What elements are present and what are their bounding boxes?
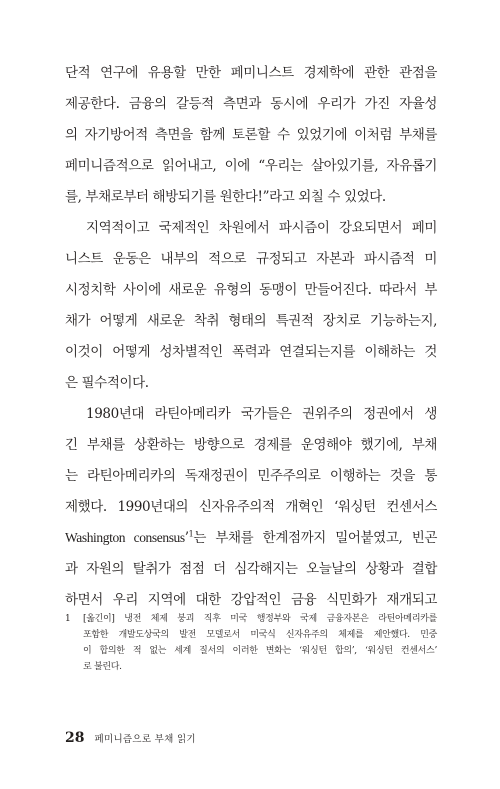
body-line: 단적 연구에 유용할 만한 페미니스트 경제학에 관한 관점을 [65, 65, 437, 81]
body-line: 를, 부채로부터 해방되기를 원한다!”라고 외칠 수 있었다. [65, 189, 386, 205]
body-line: 지역적이고 국제적인 차원에서 파시즘이 강요되면서 페미 [86, 220, 437, 236]
body-line: 과 자원의 탈취가 점점 더 심각해지는 오늘날의 상황과 결합 [65, 561, 437, 577]
body-line: 제했다. 1990년대의 신자유주의적 개혁인 ‘워싱턴 컨센서스 [65, 499, 437, 515]
footnote-line: 포함한 개발도상국의 발전 모델로서 미국식 신자유주의 체제를 제안했다. 민중 [83, 630, 437, 640]
body-line: 제공한다. 금융의 갈등적 측면과 동시에 우리가 가진 자율성 [65, 96, 437, 112]
body-line: 페미니즘적으로 읽어내고, 이에 “우리는 살아있기를, 자유롭기 [65, 158, 437, 174]
body-line: 는 라틴아메리카의 독재정권이 민주주의로 이행하는 것을 통 [65, 468, 437, 484]
body-line: 시정치학 사이에 새로운 유형의 동맹이 만들어진다. 따라서 부 [65, 282, 437, 298]
body-line: 니스트 운동은 내부의 적으로 규정되고 자본과 파시즘적 미 [65, 251, 437, 267]
english-term: Washington consensus [65, 530, 185, 545]
body-line-with-footnote-ref [65, 525, 437, 551]
footnote-reference[interactable]: 1 [188, 529, 194, 539]
body-line: 긴 부채를 상환하는 방향으로 경제를 운영해야 했기에, 부채 [65, 437, 437, 453]
page-number: 28 [65, 730, 85, 746]
body-line: 은 필수적이다. [65, 375, 149, 391]
body-line-text: 는 부채를 한계점까지 밀어붙였고, 빈곤 [193, 530, 437, 546]
body-line: 의 자기방어적 측면을 함께 토론할 수 있었기에 이처럼 부채를 [65, 127, 437, 143]
body-line: 이것이 어떻게 성차별적인 폭력과 연결되는지를 이해하는 것 [65, 344, 437, 360]
running-title: 페미니즘으로 부채 읽기 [94, 734, 196, 745]
body-line: 1980년대 라틴아메리카 국가들은 권위주의 정권에서 생 [86, 406, 437, 422]
footnote-line: 로 불린다. [83, 662, 122, 672]
footnote-line: [옮긴이] 냉전 체제 붕괴 직후 미국 행정부와 국제 금융자본은 라틴아메리카를 [83, 614, 437, 624]
page-footer [65, 726, 196, 748]
footnote-number: 1 [65, 614, 71, 624]
footnote-line: 이 합의한 적 없는 세계 질서의 이러한 변화는 ‘워싱턴 합의’, ‘워싱턴 컨센서스’ [83, 646, 437, 656]
body-line: 하면서 우리 지역에 대한 강압적인 금융 식민화가 재개되고 [65, 592, 437, 608]
closing-quote: ’ [184, 530, 189, 546]
body-line: 채가 어떻게 새로운 착취 형태의 특권적 장치로 기능하는지, [65, 313, 437, 329]
